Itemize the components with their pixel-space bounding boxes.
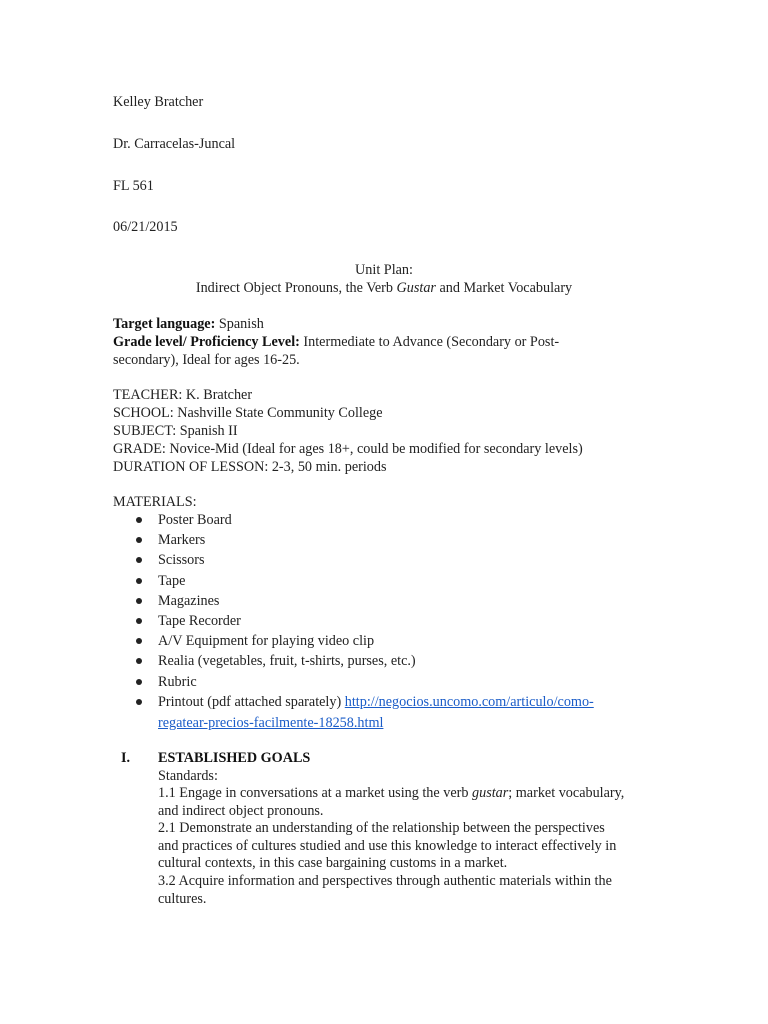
info-school: SCHOOL: Nashville State Community College bbox=[113, 405, 383, 421]
standard-1-1 bbox=[158, 785, 658, 803]
standards-label: Standards: bbox=[158, 768, 218, 784]
bullet-icon bbox=[136, 618, 142, 624]
target-language-value: Spanish bbox=[215, 316, 264, 332]
materials-heading: MATERIALS: bbox=[113, 494, 197, 510]
standard-3-2: 3.2 Acquire information and perspectives through authentic materials within the bbox=[158, 872, 612, 889]
section-numeral-text: I. bbox=[121, 750, 131, 766]
bullet-icon bbox=[136, 679, 142, 685]
target-language bbox=[113, 315, 264, 333]
standard-3-2-continued: cultures. bbox=[158, 890, 207, 907]
list-item-text: Tape Recorder bbox=[158, 612, 241, 629]
instructor-name: Dr. Carracelas-Juncal bbox=[113, 136, 236, 152]
standard-1-1-continued: and indirect object pronouns. bbox=[158, 802, 324, 819]
document-date: 06/21/2015 bbox=[113, 219, 178, 235]
standard-2-1: 2.1 Demonstrate an understanding of the relationship between the perspectives bbox=[158, 820, 605, 837]
bullet-icon bbox=[136, 537, 142, 543]
standards-body bbox=[158, 785, 658, 908]
bullet-icon bbox=[136, 658, 142, 664]
info-grade: GRADE: Novice-Mid (Ideal for ages 18+, could be modified for secondary levels) bbox=[113, 441, 583, 457]
list-item-text: Rubric bbox=[158, 673, 197, 690]
section-numeral bbox=[121, 749, 130, 767]
title-line-2 bbox=[0, 280, 768, 297]
bullet-icon bbox=[136, 699, 142, 705]
list-item-text: Poster Board bbox=[158, 512, 232, 528]
title-suffix: and Market Vocabulary bbox=[435, 280, 573, 296]
printout-link[interactable]: http://negocios.uncomo.com/articulo/como- bbox=[344, 693, 594, 710]
printout-link-continued[interactable]: regatear-precios-facilmente-18258.html bbox=[158, 715, 384, 731]
author-name: Kelley Bratcher bbox=[113, 94, 204, 110]
printout-label: Printout (pdf attached sparately) bbox=[158, 693, 345, 710]
title-prefix: Indirect Object Pronouns, the Verb bbox=[195, 280, 397, 296]
grade-level-label: Grade level/ Proficiency Level: bbox=[113, 334, 300, 350]
info-teacher: TEACHER: K. Bratcher bbox=[113, 387, 253, 403]
info-duration: DURATION OF LESSON: 2-3, 50 min. periods bbox=[113, 459, 387, 475]
list-item-text: Realia (vegetables, fruit, t-shirts, purses, etc.) bbox=[158, 653, 416, 670]
list-item-text: Magazines bbox=[158, 592, 220, 609]
standard-2-1-line-3: cultural contexts, in this case bargaining customs in a market. bbox=[158, 855, 508, 872]
standard-text: 1.1 Engage in conversations at a market using the verb bbox=[158, 785, 473, 801]
grade-level bbox=[113, 333, 559, 351]
standard-text: ; market vocabulary, bbox=[508, 785, 625, 801]
list-item-text bbox=[158, 693, 594, 711]
standard-2-1-line-2: and practices of cultures studied and use this knowledge to interact effectively in bbox=[158, 837, 617, 854]
grade-level-value: Intermediate to Advance (Secondary or Post- bbox=[299, 334, 560, 350]
bullet-icon bbox=[136, 517, 142, 523]
list-item-text: Scissors bbox=[158, 552, 205, 569]
section-heading-text: ESTABLISHED GOALS bbox=[158, 750, 311, 766]
course-code: FL 561 bbox=[113, 178, 154, 194]
list-item-text: Markers bbox=[158, 532, 206, 549]
list-item-text: Tape bbox=[158, 572, 186, 589]
bullet-icon bbox=[136, 638, 142, 644]
grade-level-continued: secondary), Ideal for ages 16-25. bbox=[113, 352, 300, 368]
printout-link-continued-wrap bbox=[158, 714, 383, 732]
info-subject: SUBJECT: Spanish II bbox=[113, 423, 238, 439]
standard-italic: gustar bbox=[472, 785, 509, 801]
bullet-icon bbox=[136, 578, 142, 584]
title-line-1: Unit Plan: bbox=[355, 262, 413, 278]
list-item-text: A/V Equipment for playing video clip bbox=[158, 633, 375, 650]
target-language-label: Target language: bbox=[113, 316, 216, 332]
section-heading bbox=[158, 749, 310, 767]
title-italic-verb: Gustar bbox=[396, 280, 436, 296]
bullet-icon bbox=[136, 598, 142, 604]
bullet-icon bbox=[136, 557, 142, 563]
